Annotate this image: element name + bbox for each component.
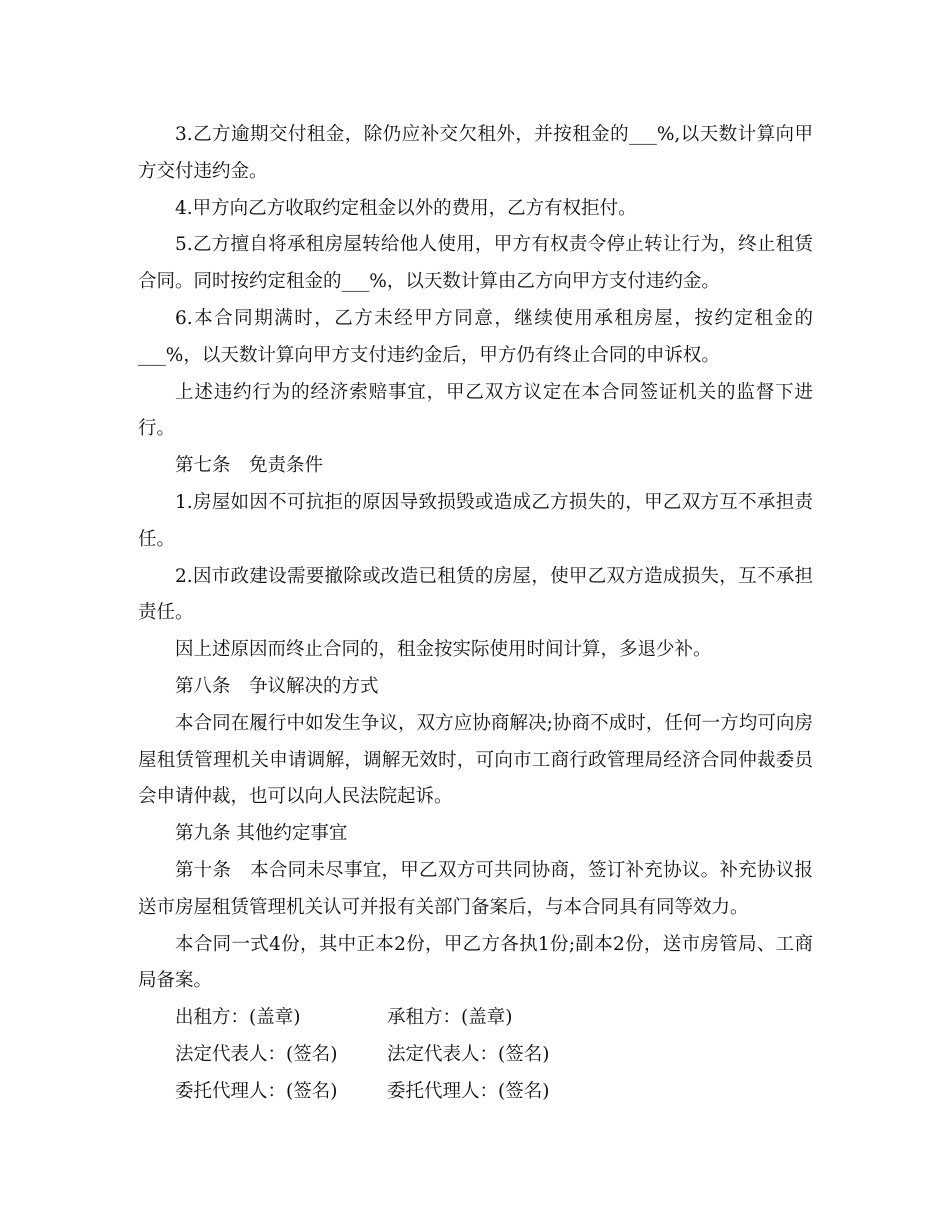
signature-row-legal-rep bbox=[138, 1037, 813, 1074]
clause-breach-claims: 上述违约行为的经济索赔事宜，甲乙双方议定在本合同签证机关的监督下进行。 bbox=[138, 381, 813, 440]
article-10-supplementary: 第十条 本合同未尽事宜，甲乙双方可共同协商，签订补充协议。补充协议报送市房屋租赁管理机关认可并报有关部门备案后，与本合同具有同等效力。 bbox=[138, 859, 813, 918]
article-9-heading: 第九条 其他约定事宜 bbox=[175, 823, 348, 845]
clause-unauthorized-sublet: 5.乙方擅自将承租房屋转给他人使用，甲方有权责令停止转让行为，终止租赁合同。同时按约定租金的___%，以天数计算由乙方向甲方支付违约金。 bbox=[138, 234, 813, 293]
signature-row-party bbox=[138, 1000, 813, 1037]
clause-rent-settlement: 因上述原因而终止合同的，租金按实际使用时间计算，多退少补。 bbox=[175, 639, 712, 661]
contract-body bbox=[138, 117, 813, 1111]
signature-row-agent bbox=[138, 1074, 813, 1111]
clause-force-majeure: 1.房屋如因不可抗拒的原因导致损毁或造成乙方损失的，甲乙双方互不承担责任。 bbox=[138, 491, 813, 550]
clause-municipal-demolition: 2.因市政建设需要撤除或改造已租赁的房屋，使甲乙双方造成损失，互不承担责任。 bbox=[138, 565, 813, 624]
clause-overstay-penalty: 6.本合同期满时，乙方未经甲方同意，继续使用承租房屋，按约定租金的___%，以天数计算向甲方支付违约金后，甲方仍有终止合同的申诉权。 bbox=[138, 307, 813, 366]
lessor-seal-label: 出租方：(盖章) bbox=[175, 1007, 301, 1029]
lessor-legal-rep-label: 法定代表人：(签名) bbox=[175, 1043, 338, 1065]
article-8-heading: 第八条 争议解决的方式 bbox=[175, 675, 379, 697]
lessee-legal-rep-label: 法定代表人：(签名) bbox=[387, 1043, 550, 1065]
clause-copies: 本合同一式4份，其中正本2份，甲乙方各执1份;副本2份，送市房管局、工商局备案。 bbox=[138, 933, 813, 992]
lessor-agent-label: 委托代理人：(签名) bbox=[175, 1080, 338, 1102]
lessee-agent-label: 委托代理人：(签名) bbox=[387, 1080, 550, 1102]
clause-extra-fees: 4.甲方向乙方收取约定租金以外的费用，乙方有权拒付。 bbox=[175, 197, 637, 219]
article-7-heading: 第七条 免责条件 bbox=[175, 455, 324, 477]
clause-late-rent-penalty: 3.乙方逾期交付租金，除仍应补交欠租外，并按租金的___%,以天数计算向甲方交付违约金。 bbox=[138, 124, 813, 182]
lessee-seal-label: 承租方：(盖章) bbox=[387, 1007, 513, 1029]
clause-dispute-resolution: 本合同在履行中如发生争议，双方应协商解决;协商不成时，任何一方均可向房屋租赁管理机关申请调解，调解无效时，可向市工商行政管理局经济合同仲裁委员会申请仲裁，也可以向人民法院起诉。 bbox=[138, 712, 813, 808]
